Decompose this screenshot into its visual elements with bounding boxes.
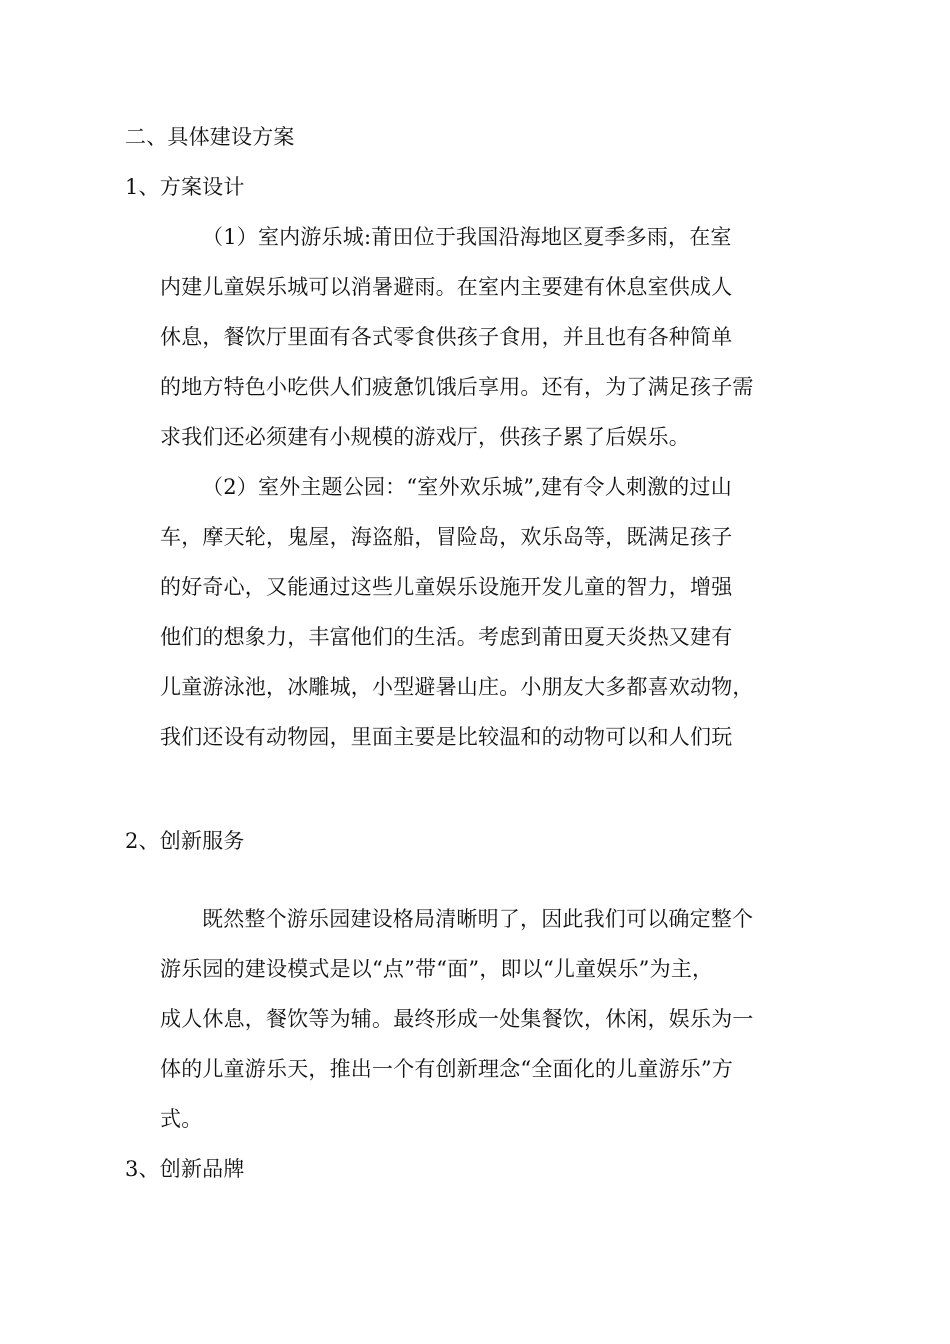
paragraph-3-line: 式。 xyxy=(160,1107,203,1131)
paragraph-2-line: （2）室外主题公园：“室外欢乐城”,建有令人刺激的过山 xyxy=(202,475,732,499)
subsection-heading-2: 2、创新服务 xyxy=(125,829,245,853)
paragraph-3-line: 体的儿童游乐天，推出一个有创新理念“全面化的儿童游乐”方 xyxy=(160,1057,734,1081)
paragraph-2-line: 儿童游泳池，冰雕城，小型避暑山庄。小朋友大多都喜欢动物， xyxy=(160,675,754,699)
paragraph-2-line: 的好奇心，又能通过这些儿童娱乐设施开发儿童的智力，增强 xyxy=(160,575,733,599)
paragraph-2-line: 车，摩天轮，鬼屋，海盗船，冒险岛，欢乐岛等，既满足孩子 xyxy=(160,525,733,549)
paragraph-1-line: 内建儿童娱乐城可以消暑避雨。在室内主要建有休息室供成人 xyxy=(160,275,733,299)
paragraph-3-line: 成人休息，餐饮等为辅。最终形成一处集餐饮，休闲，娱乐为一 xyxy=(160,1007,754,1031)
paragraph-1-line: 休息，餐饮厅里面有各式零食供孩子食用，并且也有各种简单 xyxy=(160,325,733,349)
paragraph-3-line: 游乐园的建设模式是以“点”带“面”，即以“儿童娱乐”为主， xyxy=(160,957,714,981)
paragraph-2-line: 我们还设有动物园，里面主要是比较温和的动物可以和人们玩 xyxy=(160,725,733,749)
paragraph-3-line: 既然整个游乐园建设格局清晰明了，因此我们可以确定整个 xyxy=(202,907,754,931)
paragraph-1-line: （1）室内游乐城:莆田位于我国沿海地区夏季多雨，在室 xyxy=(202,225,732,249)
paragraph-1-line: 的地方特色小吃供人们疲惫饥饿后享用。还有，为了满足孩子需 xyxy=(160,375,754,399)
subsection-heading-3: 3、创新品牌 xyxy=(125,1157,245,1181)
paragraph-1-line: 求我们还必须建有小规模的游戏厅，供孩子累了后娱乐。 xyxy=(160,425,690,449)
paragraph-2-line: 他们的想象力，丰富他们的生活。考虑到莆田夏天炎热又建有 xyxy=(160,625,733,649)
section-heading: 二、具体建设方案 xyxy=(125,125,295,149)
subsection-heading-1: 1、方案设计 xyxy=(125,175,245,199)
